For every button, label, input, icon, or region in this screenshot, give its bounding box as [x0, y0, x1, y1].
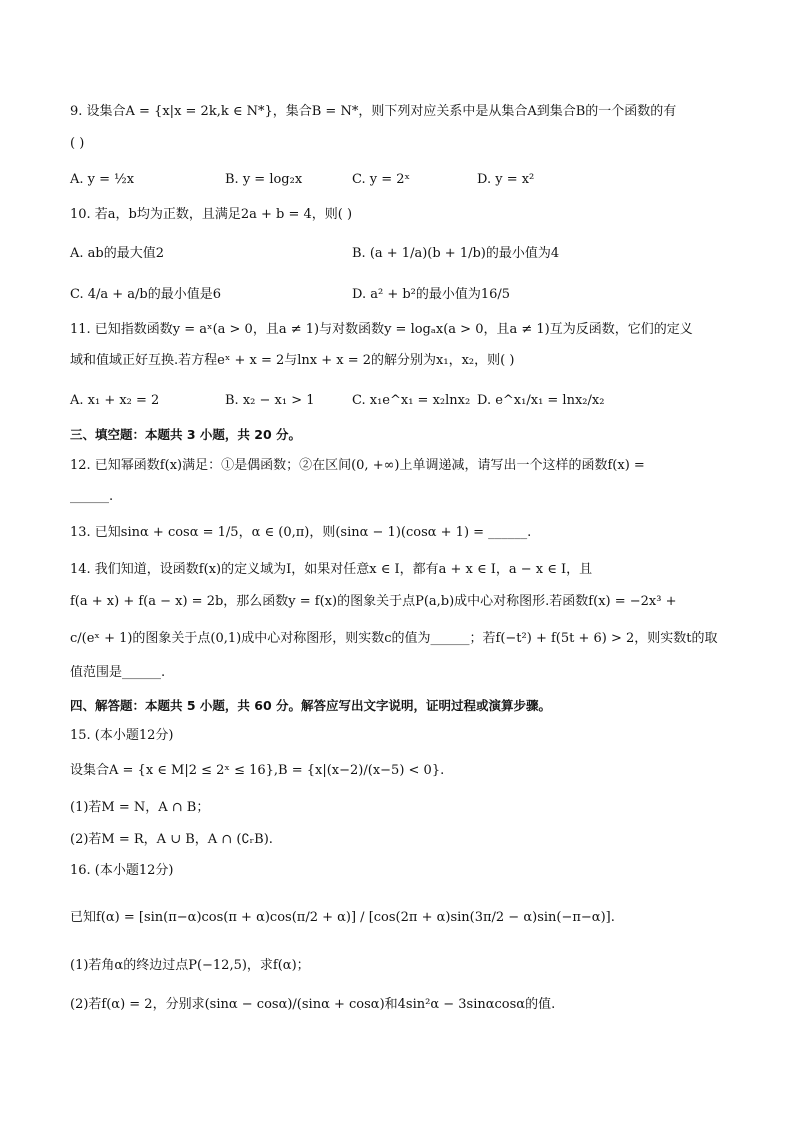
q11-option-b: B. x₂ − x₁ > 1	[225, 393, 315, 408]
section-fill-in-heading: 三、填空题：本题共 3 小题，共 20 分。	[70, 427, 302, 442]
q9-option-d: D. y = x²	[477, 172, 535, 187]
q11-option-a: A. x₁ + x₂ = 2	[70, 393, 160, 408]
q14-line4: 值范围是______.	[70, 665, 166, 680]
q10-option-b: B. (a + 1/a)(b + 1/b)的最小值为4	[352, 246, 560, 261]
q15-part2: (2)若M = R，A ∪ B，A ∩ (∁ᵣB).	[70, 832, 273, 847]
q14-line3: c/(eˣ + 1)的图象关于点(0,1)成中心对称图形，则实数c的值为______；若f(−t²) + f(5t + 6) > 2，则实数t的取	[70, 631, 718, 646]
q16-part2: (2)若f(α) = 2，分别求(sinα − cosα)/(sinα + cosα)和4sin²α − 3sinαcosα的值.	[70, 997, 556, 1012]
q10-option-d: D. a² + b²的最小值为16/5	[352, 287, 511, 302]
q11-stem-line2: 域和值域正好互换.若方程eˣ + x = 2与lnx + x = 2的解分别为x₁，x₂，则( )	[70, 353, 515, 368]
q14-line2: f(a + x) + f(a − x) = 2b，那么函数y = f(x)的图象关于点P(a,b)成中心对称图形.若函数f(x) = −2x³ +	[70, 594, 677, 609]
q16-given: 已知f(α) = [sin(π−α)cos(π + α)cos(π/2 + α)] / [cos(2π + α)sin(3π/2 − α)sin(−π−α)].	[70, 910, 615, 925]
q9-option-a: A. y = ½x	[70, 172, 135, 187]
q15-title: 15. (本小题12分)	[70, 728, 174, 743]
q10-option-a: A. ab的最大值2	[70, 246, 164, 261]
q9-option-c: C. y = 2ˣ	[352, 172, 411, 187]
q12-line1: 12. 已知幂函数f(x)满足：①是偶函数；②在区间(0, +∞)上单调递减，请写出一个这样的函数f(x) =	[70, 458, 645, 473]
q16-part1: (1)若角α的终边过点P(−12,5)，求f(α)；	[70, 958, 310, 973]
q9-stem: 9. 设集合A = {x|x = 2k,k ∈ N*}，集合B = N*，则下列对应关系中是从集合A到集合B的一个函数的有	[70, 104, 677, 119]
q10-option-c: C. 4/a + a/b的最小值是6	[70, 287, 222, 302]
q14-line1: 14. 我们知道，设函数f(x)的定义域为I，如果对任意x ∈ I，都有a + x ∈ I，a − x ∈ I，且	[70, 562, 593, 577]
q11-stem-line1: 11. 已知指数函数y = aˣ(a > 0，且a ≠ 1)与对数函数y = logₐx(a > 0，且a ≠ 1)互为反函数，它们的定义	[70, 322, 693, 337]
q16-title: 16. (本小题12分)	[70, 863, 174, 878]
q9-option-b: B. y = log₂x	[225, 172, 303, 187]
q9-paren: ( )	[70, 136, 85, 151]
q11-option-c: C. x₁e^x₁ = x₂lnx₂	[352, 393, 471, 408]
section-solution-heading: 四、解答题：本题共 5 小题，共 60 分。解答应写出文字说明，证明过程或演算步骤。	[70, 698, 552, 713]
q13-stem: 13. 已知sinα + cosα = 1/5，α ∈ (0,π)，则(sinα − 1)(cosα + 1) = ______.	[70, 525, 532, 540]
q15-part1: (1)若M = N，A ∩ B；	[70, 800, 210, 815]
q12-line2: ______.	[70, 489, 114, 504]
q15-given: 设集合A = {x ∈ M|2 ≤ 2ˣ ≤ 16},B = {x|(x−2)/(x−5) < 0}.	[70, 763, 445, 778]
q10-stem: 10. 若a，b均为正数，且满足2a + b = 4，则( )	[70, 207, 353, 222]
q11-option-d: D. e^x₁/x₁ = lnx₂/x₂	[477, 393, 605, 408]
